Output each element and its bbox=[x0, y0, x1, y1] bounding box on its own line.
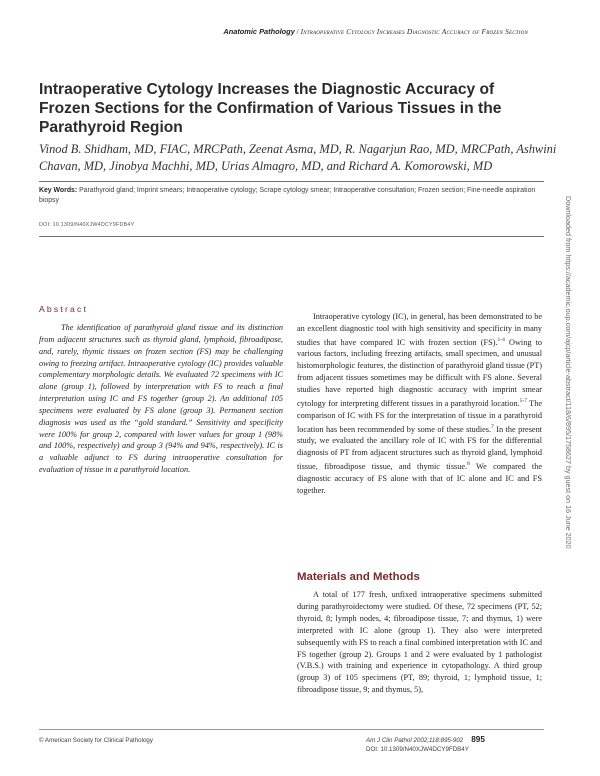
citation: 7 bbox=[491, 423, 494, 430]
methods-heading: Materials and Methods bbox=[297, 571, 420, 583]
divider bbox=[39, 236, 544, 237]
keywords-label: Key Words: bbox=[39, 187, 78, 194]
footer-rule bbox=[39, 729, 544, 730]
running-header bbox=[223, 27, 528, 36]
abstract-body bbox=[39, 322, 283, 476]
intro-text: In the present study, we evaluated the ancillary role of IC with FS for the differential diagnosis of PT from adjacent structures such as thyroid gland, lymphoid tissue, fibroadipose tissue, and thymic tissue. bbox=[297, 424, 543, 471]
running-title: Intraoperative Cytology Increases Diagnostic Accuracy of Frozen Section bbox=[300, 27, 528, 36]
divider bbox=[39, 181, 544, 182]
methods-body bbox=[297, 589, 542, 696]
intro-text: We compared the diagnostic accuracy of FS alone with that of IC alone and IC and FS together. bbox=[297, 461, 542, 495]
download-watermark: Downloaded from https://academic.oup.com/ajcp/article-abstract/118/6/895/1758627 by guest on 16 June 2020 bbox=[564, 196, 573, 549]
methods-paragraph: A total of 177 fresh, unfixed intraoperative specimens submitted during parathyroidectomy were studied. Of these, 72 specimens (PT, 52; thyroid, 8; lymph nodes, 4; fibroadipose tissue, 7; and thymus, 1) were interpreted with IC alone (group 1). They also were interpreted subsequently with FS to reach a final combined interpretation with IC and FS together (group 2). Groups 1 and 2 were evaluated by 1 pathologist (V.B.S.) with training and experience in cytopathology. A third group (group 3) of 105 specimens (PT, 89; thyroid, 1; lymphoid tissue, 1; fibroadipose tissue, 9; and thymus, 5), bbox=[297, 590, 542, 695]
abstract-text: The identification of parathyroid gland tissue and its distinction from adjacent structures such as thyroid gland, lymphoid, fibroadipose, and, rarely, thymic tissues on frozen section (FS) may be challenging owing to freezing artifact. Intraoperative cytology (IC) provides valuable complementary morphologic details. We evaluated 72 specimens with IC alone (group 1), followed by interpretation with FS to reach a final interpretation using IC and FS together (group 2). An additional 105 specimens were evaluated by FS alone (group 3). Permanent section diagnosis was used as the “gold standard.” Sensitivity and specificity were 100% for group 2, compared with lower values for group 1 (98% and 100%, respectively) and group 3 (94% and 94%, respectively). IC is a valuable adjunct to FS during intraoperative consultation for evaluation of tissue in a parathyroid location. bbox=[39, 323, 283, 475]
journal-citation: Am J Clin Pathol 2002;118:895-902 bbox=[366, 737, 464, 744]
intro-text: Intraoperative cytology (IC), in general, has been demonstrated to be an excellent diagnostic tool with high sensitivity and specificity in many studies that have compared IC with frozen section (FS). bbox=[297, 312, 542, 347]
abstract-heading: Abstract bbox=[39, 304, 89, 314]
footer-doi: DOI: 10.1309/N40XJW4DCY9FDB4Y bbox=[366, 746, 469, 754]
footer-citation bbox=[366, 735, 485, 755]
journal-section: Anatomic Pathology bbox=[223, 27, 295, 36]
page-number: 895 bbox=[471, 735, 485, 744]
citation: 8 bbox=[467, 461, 470, 468]
keywords bbox=[39, 186, 544, 207]
intro-paragraph bbox=[297, 311, 542, 497]
keywords-text: Parathyroid gland; Imprint smears; Intraoperative cytology; Scrape cytology smear; Intraoperative consultation; Frozen section; Fine-needle aspiration biopsy bbox=[39, 187, 536, 205]
header-separator: / bbox=[294, 27, 301, 36]
article-title: Intraoperative Cytology Increases the Diagnostic Accuracy of Frozen Sections for the Confirmation of Various Tissues in the Parathyroid Region bbox=[39, 81, 502, 136]
intro-text: Owing to various factors, including freezing artifacts, small specimen, and unusual histomorphologic features, the distinction of parathyroid gland tissue (PT) from adjacent tissues sometimes may be difficult with FS alone. Several studies have reported high diagnostic accuracy with imprint smear cytology for interpreting different tissues in a parathyroid location. bbox=[297, 337, 542, 408]
intro-text: The comparison of IC with FS for the interpretation of tissue in a parathyroid location has been recommended by some of these studies. bbox=[297, 398, 542, 434]
copyright: © American Society for Clinical Pathology bbox=[39, 737, 153, 744]
citation: 1-4 bbox=[497, 336, 505, 343]
author-list: Vinod B. Shidham, MD, FIAC, MRCPath, Zeenat Asma, MD, R. Nagarjun Rao, MD, MRCPath, Ashwini Chavan, MD, Jinobya Machhi, MD, Urias Almagro, MD, and Richard A. Komorowski, MD bbox=[39, 142, 557, 173]
introduction bbox=[297, 311, 542, 497]
article-doi: DOI: 10.1309/N40XJW4DCY9FDB4Y bbox=[39, 222, 135, 228]
citation: 5-7 bbox=[519, 398, 527, 405]
